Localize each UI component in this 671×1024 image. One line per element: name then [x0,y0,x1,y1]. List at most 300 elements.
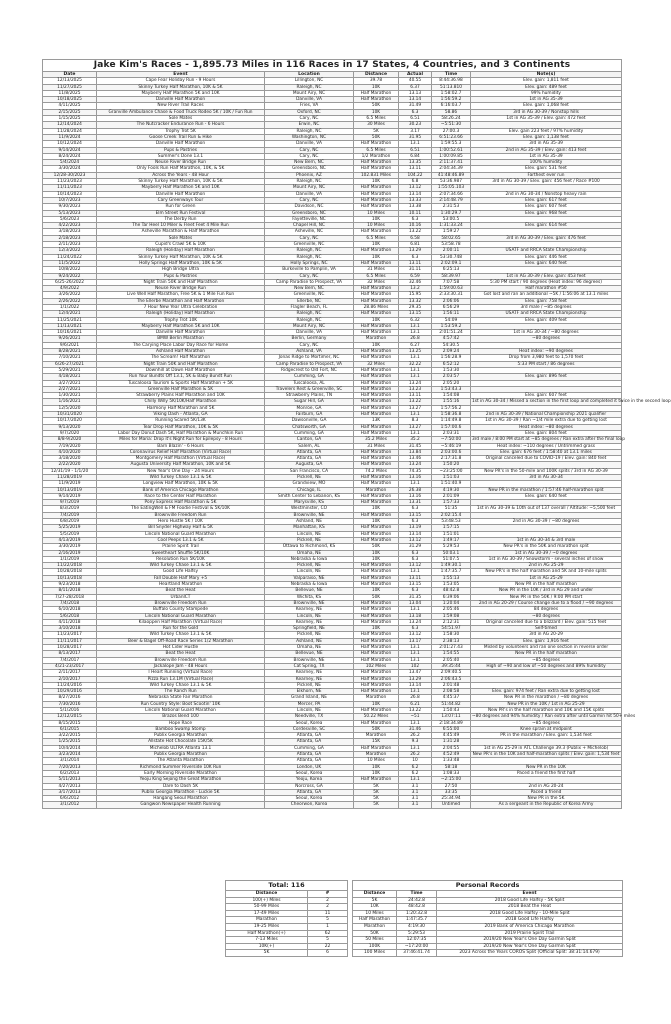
race-distance: 30 Miles [354,122,399,128]
race-date: 2/27/2021 [43,386,97,392]
race-actual: 13.16 [399,493,432,499]
race-actual: 6.81 [399,242,432,248]
race-actual: 13.12 [399,537,432,543]
race-date: 2/18/2023 [43,235,97,241]
race-actual: 6.8 [399,179,432,185]
race-time: ~7:50:00 [432,437,471,443]
race-event: Longview Half Marathon, 10K & 5K [97,481,265,487]
race-distance: 10K [354,701,399,707]
race-distance: Half Marathon [354,330,399,336]
race-time: 1:56:59.2 [432,97,471,103]
race-time: 1:53:30 [432,367,471,373]
race-location: Greensboro, NC [265,166,354,172]
race-actual: 6.2 [399,764,432,770]
race-distance: 32 Miles [354,361,399,367]
race-event: Mayberry Half Marathon 5K and 10K [97,90,265,96]
race-distance: 35.2 Miles [354,437,399,443]
race-location: Pickrell, NE [265,682,354,688]
race-actual: 13.11 [399,166,432,172]
race-location: Ashland, NE [265,638,354,644]
race-date: 2/10/2017 [43,676,97,682]
race-time: 1:31:28 [432,739,471,745]
race-distance: Half Marathon [354,386,399,392]
totals-row [226,904,348,911]
race-date: 3/30/2024 [43,166,97,172]
race-actual: 13.12 [399,632,432,638]
race-event: Resolution Run 5K/10K [97,556,265,562]
race-distance: Half Marathon [354,166,399,172]
race-location: Norcross, GA [265,783,354,789]
race-actual: 13.14 [399,531,432,537]
race-actual: 31.35 [399,594,432,600]
race-date: 4/10/2020 [43,449,97,455]
race-location: Cordesville, SC [265,726,354,732]
race-notes: New PR in the marathon / 1:57:46 half-marathon split [471,487,622,493]
race-event: Hangang Seoul Marathon [97,796,265,802]
race-distance: 10K [354,519,399,525]
race-actual: 30.23 [399,122,432,128]
race-actual: 6.51 [399,147,432,153]
race-date: 9/14/2019 [43,493,97,499]
race-location: Camp Paradise to Prospect, VA [265,361,354,367]
race-actual: 13.1 [399,430,432,436]
race-date: 4/21-23/2017 [43,663,97,669]
race-location: Lincoln, NE [265,707,354,713]
race-time: 1:59:00.63 [432,286,471,292]
record-distance: 10K [353,904,397,911]
race-time: 1:51:40.9 [432,481,471,487]
totals-count: 5 [308,937,348,944]
race-actual: 13.35 [399,160,432,166]
race-time: 53:36.987 [432,179,471,185]
race-time: 2:03:31 [432,430,471,436]
race-distance: 32 Miles [354,279,399,285]
race-event: Lincoln National Guard Marathon [97,707,265,713]
race-distance: Half Marathon [354,393,399,399]
race-actual: 26.8 [399,336,432,342]
race-time: 1:56:11 [432,311,471,317]
race-location: Westminster, CO [265,506,354,512]
race-location: Mount Airy, NC [265,90,354,96]
race-actual: 6.3 [399,519,432,525]
race-notes: USATF and RRCA State Championship [471,248,622,254]
race-time: 39:35:44 [432,663,471,669]
race-event: Tuscaloosa Tourism & Sports Half Marathon + 5K [97,380,265,386]
race-notes: 1st in AG 30-39 / Ran ~1/4 mile extra due to getting lost [471,418,622,424]
race-date: 10/7/2023 [43,197,97,203]
race-notes: New PR's in the 50K and marathon split [471,544,622,550]
race-notes: 1st in AG 25-29 in ATL Challenge 39.3 (Publix + Michelob) [471,745,622,751]
race-event: The Ellerbe Marathon and Half Marathon [97,298,265,304]
race-time: 2:03:00.6 [432,449,471,455]
race-notes: Half marathon #50 [471,286,622,292]
record-row [353,910,623,917]
race-distance: Half Marathon [354,349,399,355]
race-notes: 1st in AG 30-39 / Elev. gain: 453 feet [471,273,622,279]
race-event: Running Scared 5K/13K [97,418,265,424]
race-distance: Half Marathon [354,525,399,531]
record-distance: 50K [353,930,397,937]
race-date: 9/24/2022 [43,273,97,279]
race-location: Cumming, GA [265,745,354,751]
race-location: Atlanta, GA [265,752,354,758]
race-distance: Marathon [354,733,399,739]
race-time: 58:26.24 [432,116,471,122]
race-distance: Half Marathon [354,185,399,191]
race-time: 1:50:20 [432,462,471,468]
race-event: Sole Mates [97,235,265,241]
race-time: 2:03:57 [432,374,471,380]
race-actual: 13.2 [399,286,432,292]
race-event: Buffalo County Stampede [97,607,265,613]
race-location: Manhattan, KS [265,525,354,531]
race-distance: 10K [354,242,399,248]
record-event: 2019 Bank of America Chicago Marathon [437,923,623,930]
race-date: 11/8/2025 [43,90,97,96]
race-time: 53:30.748 [432,254,471,260]
race-location: Raleigh, NC [265,311,354,317]
race-distance: 102.831 Miles [354,172,399,178]
race-time: 1:00:52.61 [432,147,471,153]
race-time: 1:53:05 [432,582,471,588]
record-event: 2019/20 New Year's One Day Garmin Split [437,943,623,950]
race-time: 2:05:20 [432,380,471,386]
race-location: Chatsworth, GA [265,424,354,430]
race-actual: 13.27 [399,424,432,430]
race-location: Grandview, MO [265,481,354,487]
race-time: 2:06:06 [432,298,471,304]
race-actual: 13.18 [399,613,432,619]
race-distance: Half Marathon [354,97,399,103]
race-time: 48:42.8 [432,588,471,594]
race-time: 13:07:11 [432,714,471,720]
race-event: Pups & Pastries [97,147,265,153]
race-date: 12/13/2025 [43,78,97,84]
race-date: 11/9/2019 [43,481,97,487]
race-date: 8/13/2017 [43,651,97,657]
totals-row [226,910,348,917]
race-notes: 2nd in AG 25-29 [471,563,622,569]
race-distance: 10K [354,556,399,562]
race-location: Cat Spring, TX [265,663,354,669]
race-notes: Paced a friend the first half [471,770,622,776]
race-time: 6:25:13 [432,267,471,273]
race-notes: Got lost and ran an additional ~5K / 1:56:06 at 13.1 miles [471,292,622,298]
race-time: 6:52:12 [432,361,471,367]
race-notes: Elev. gain: 896 feet [471,374,622,380]
race-notes: Self-timed [471,626,622,632]
race-notes: High of ~90 and low of ~50 degrees and 89% humidity [471,663,622,669]
race-time: 4:52:49 [432,752,471,758]
race-actual: 6.3 [399,506,432,512]
race-actual: 13.14 [399,97,432,103]
race-time: 1:58:30 [432,632,471,638]
race-distance: 50K [354,594,399,600]
race-time: 1:55:05.103 [432,185,471,191]
race-distance: Half Marathon [354,286,399,292]
race-event: Neuse River Bridge Run [97,286,265,292]
race-date: 7/10/2021 [43,355,97,361]
race-notes: Elev. gain: 489 feet [471,84,622,90]
race-notes: 3rd in AG 35-39 [471,141,622,147]
race-location: Bellevue, NE [265,588,354,594]
race-event: The EatingWell & FM Foodie Festival & 5K/10K [97,506,265,512]
race-location: Cary, NC [265,273,354,279]
race-time: 2:02:15.4 [432,512,471,518]
race-actual: 31.49 [399,103,432,109]
race-event: Raleigh (Holiday) Half Marathon [97,248,265,254]
race-distance: Half Marathon [354,374,399,380]
race-distance: 10K [354,179,399,185]
race-date: 10/8/2022 [43,267,97,273]
race-date: 6/6/2012 [43,796,97,802]
race-distance: Half Marathon [354,160,399,166]
race-location: Needville, TX [265,714,354,720]
race-event: Labor Day Donut Dash 5K, Half Marathon & Munchkin Run [97,430,265,436]
race-distance: 31 Miles [354,443,399,449]
totals-row [226,897,348,904]
race-event: Neuse River Bridge Run [97,160,265,166]
race-location: Dawsonville, GA [265,418,354,424]
race-actual: 13.12 [399,185,432,191]
race-location: Berlin, Germany [265,336,354,342]
race-event: Bank of America Chicago Marathon [97,487,265,493]
race-actual: 13.22 [399,707,432,713]
race-distance: 6.5 Miles [354,147,399,153]
race-event: Beat the Heat [97,588,265,594]
race-notes: 1st in AG 35-39 [471,97,622,103]
race-distance: 15K [354,739,399,745]
race-actual: 31.29 [399,544,432,550]
race-date: 11/24/2016 [43,682,97,688]
race-actual: 26.2 [399,733,432,739]
race-event: Ashland Half Marathon [97,349,265,355]
race-distance: Half Marathon [354,569,399,575]
records-title: Personal Records [353,881,623,891]
race-time: 1:58:36.8 [432,412,471,418]
race-location: Cary, NC [265,153,354,159]
race-date: 3/22/2015 [43,733,97,739]
race-distance: 10K [354,216,399,222]
race-date: 11/13/2021 [43,323,97,329]
race-date: 10/28/2018 [43,569,97,575]
race-event: Skinny Turkey Half Marathon, 10K & 5K [97,254,265,260]
race-actual: 13.24 [399,462,432,468]
race-notes: 3rd in AG 30-39 / Elev. gain: 476 feet [471,235,622,241]
race-distance: 39.78 [354,78,399,84]
race-notes: 3rd in AG 30-34 [471,475,622,481]
race-distance: Half Marathon [354,531,399,537]
race-distance: Marathon [354,336,399,342]
race-time: 1:59:08 [432,613,471,619]
race-location: Sugar Hill, GA [265,399,354,405]
race-distance: Half Marathon [354,424,399,430]
race-actual: 26.38 [399,487,432,493]
race-distance: 50K [354,544,399,550]
race-notes: New PR in the half marathon [471,651,622,657]
race-event: Kilaoppen Half Marathon (Virtual Race) [97,619,265,625]
race-location: Greenville, NC [265,242,354,248]
race-distance: Half Marathon [354,412,399,418]
race-location: Nebraska & Iowa [265,556,354,562]
race-actual: 3.1 [399,802,432,808]
race-location: Raleigh, NC [265,128,354,134]
race-event: Brownville Freedom Run [97,512,265,518]
race-notes: New PR in the half marathon [471,582,622,588]
race-date: 7/27-28/2018 [43,594,97,600]
race-date: 9/7/2020 [43,430,97,436]
record-distance: 50 Miles [353,937,397,944]
race-time: 7:07:58 [432,279,471,285]
race-event: Montgomery Half Marathon (Virtual Race) [97,456,265,462]
race-notes: Elev. gain: 676 feet / 1:58:40 at 13.1 miles [471,449,622,455]
race-date: 11/28/2024 [43,128,97,134]
race-actual: 29.35 [399,304,432,310]
race-event: Run Country Style: Boot Scootin' 10K [97,701,265,707]
race-time: 33:35 [432,789,471,795]
race-event: Michelob ULTRA Atlanta 13.1 [97,745,265,751]
race-actual: 13.12 [399,563,432,569]
race-actual: 13.1 [399,651,432,657]
race-notes: Elev. gain: 607 feet [471,393,622,399]
race-date: 1/1/2019 [43,556,97,562]
race-actual: 13.31 [399,500,432,506]
race-distance: Half Marathon [354,682,399,688]
race-notes: Elev. gain: 640 feet [471,260,622,266]
race-date: 3/10/2018 [43,626,97,632]
race-location: Cumming, GA [265,430,354,436]
race-actual: 13.1 [399,569,432,575]
race-location: Cheorwon, Korea [265,802,354,808]
race-date: 1/15/2025 [43,116,97,122]
race-time: 41:48:46.89 [432,172,471,178]
race-actual: 13.47 [399,670,432,676]
race-time: 2:09:24 [432,349,471,355]
race-location: Atlanta, GA [265,758,354,764]
race-event: Heartland Marathon [97,582,265,588]
record-event: 2018 Good Life Halfsy - 5K Split [437,897,623,904]
race-location: Greenville, NC [265,292,354,298]
race-location: Danville, VA [265,97,354,103]
race-date: 11/23/2023 [43,179,97,185]
record-time: 5:29:53 [397,930,437,937]
race-notes: New PR's in the half marathon and 10K and 15K splits [471,707,622,713]
race-time: 4:45:37 [432,695,471,701]
race-notes: Heat index: ~110 degrees / Untrimmed grass [471,443,622,449]
race-actual: 6.3 [399,216,432,222]
race-actual: 3.1 [399,796,432,802]
race-distance: 50.22 Miles [354,714,399,720]
race-event: The Scream! Half Marathon [97,355,265,361]
race-date: 3/26/2022 [43,292,97,298]
race-date: 4/18/2021 [43,374,97,380]
race-event: Cape Fear Holiday Run - 9 Hours [97,78,265,84]
race-location: Pickrell, NE [265,537,354,543]
race-actual: 6.84 [399,153,432,159]
race-location: Fayetteville, NC [265,216,354,222]
totals-title: Total: 116 [226,881,348,891]
race-notes: Elev. gain: 758 feet [471,298,622,304]
race-actual: 10.16 [399,223,432,229]
race-location: Washington, NC [265,134,354,140]
race-location: Ashland, NE [265,519,354,525]
race-distance: Half Marathon [354,260,399,266]
race-notes: Elev. gain: 614 feet [471,223,622,229]
record-event: 2019/20 New Year's One Day Garmin Split [437,937,623,944]
race-distance: 10K [354,109,399,115]
race-notes: New PR's in the half marathon and 5K and 10-mile splits [471,569,622,575]
race-distance: 5K [354,783,399,789]
race-time: 4:45:49 [432,733,471,739]
race-date: 11/11/2017 [43,638,97,644]
totals-count: 5 [308,917,348,924]
race-distance: 10 Miles [354,758,399,764]
race-date: 12/3/2022 [43,248,97,254]
race-time: 1:55:16 [432,399,471,405]
race-notes: New PR in the 50K / 9:00 PM start [471,594,622,600]
race-distance: Half Marathon [354,575,399,581]
races-table [42,59,671,809]
race-actual: 13.13 [399,90,432,96]
race-distance: Half Marathon [354,600,399,606]
race-notes: Elev. gain: 446 feet [471,254,622,260]
race-event: New River Trail Races [97,103,265,109]
race-date: 9/13/2020 [43,424,97,430]
race-actual: 6.37 [399,84,432,90]
race-distance: Half Marathon [354,311,399,317]
race-date: 10/31/2020 [43,412,97,418]
race-location: Atlanta, GA [265,733,354,739]
summary-section [225,880,621,957]
race-date: 2/16/2019 [43,550,97,556]
record-row [353,917,623,924]
race-distance: Half Marathon [354,292,399,298]
race-time: 6:55:00 [432,726,471,732]
record-row [353,930,623,937]
race-event: Pony Express Half Marathon & 5K [97,500,265,506]
race-event: Danville Half Marathon [97,330,265,336]
race-time: 2:01:27.43 [432,645,471,651]
race-event: Publix Georgia Marathon [97,733,265,739]
race-date: 11/28/2019 [43,475,97,481]
race-location: Augusta, GA [265,462,354,468]
race-actual: 6.3 [399,588,432,594]
race-notes: 5:33 PM start / 86 degrees [471,361,622,367]
race-location: Marysville, KS [265,500,354,506]
record-row [353,923,623,930]
race-time: ~5:51:30 [432,122,471,128]
race-event: Miles for Maria: Drop it's Night Run for Epilepsy - 8 Hours [97,437,265,443]
record-row [353,943,623,950]
race-distance: Half Marathon [354,229,399,235]
record-time: 4:19:30 [397,923,437,930]
race-time: 1:57:00.6 [432,424,471,430]
race-event: Cool Peeps 13.1 & 5K [97,537,265,543]
race-actual: 13.16 [399,475,432,481]
race-actual: 10.11 [399,210,432,216]
race-time: 1:51:03 [432,475,471,481]
totals-row [226,943,348,950]
race-distance: Half Marathon [354,582,399,588]
race-date: 3/1/2014 [43,758,97,764]
race-actual: 13.1 [399,141,432,147]
race-date: 2/22/2020 [43,462,97,468]
race-notes: 1st in AG 30-34 / ~80 degrees [471,330,622,336]
race-location: Seoul, Korea [265,796,354,802]
race-location: Raleigh, NC [265,179,354,185]
race-date: 5/4/2024 [43,160,97,166]
race-time: 58:39.97 [432,273,471,279]
